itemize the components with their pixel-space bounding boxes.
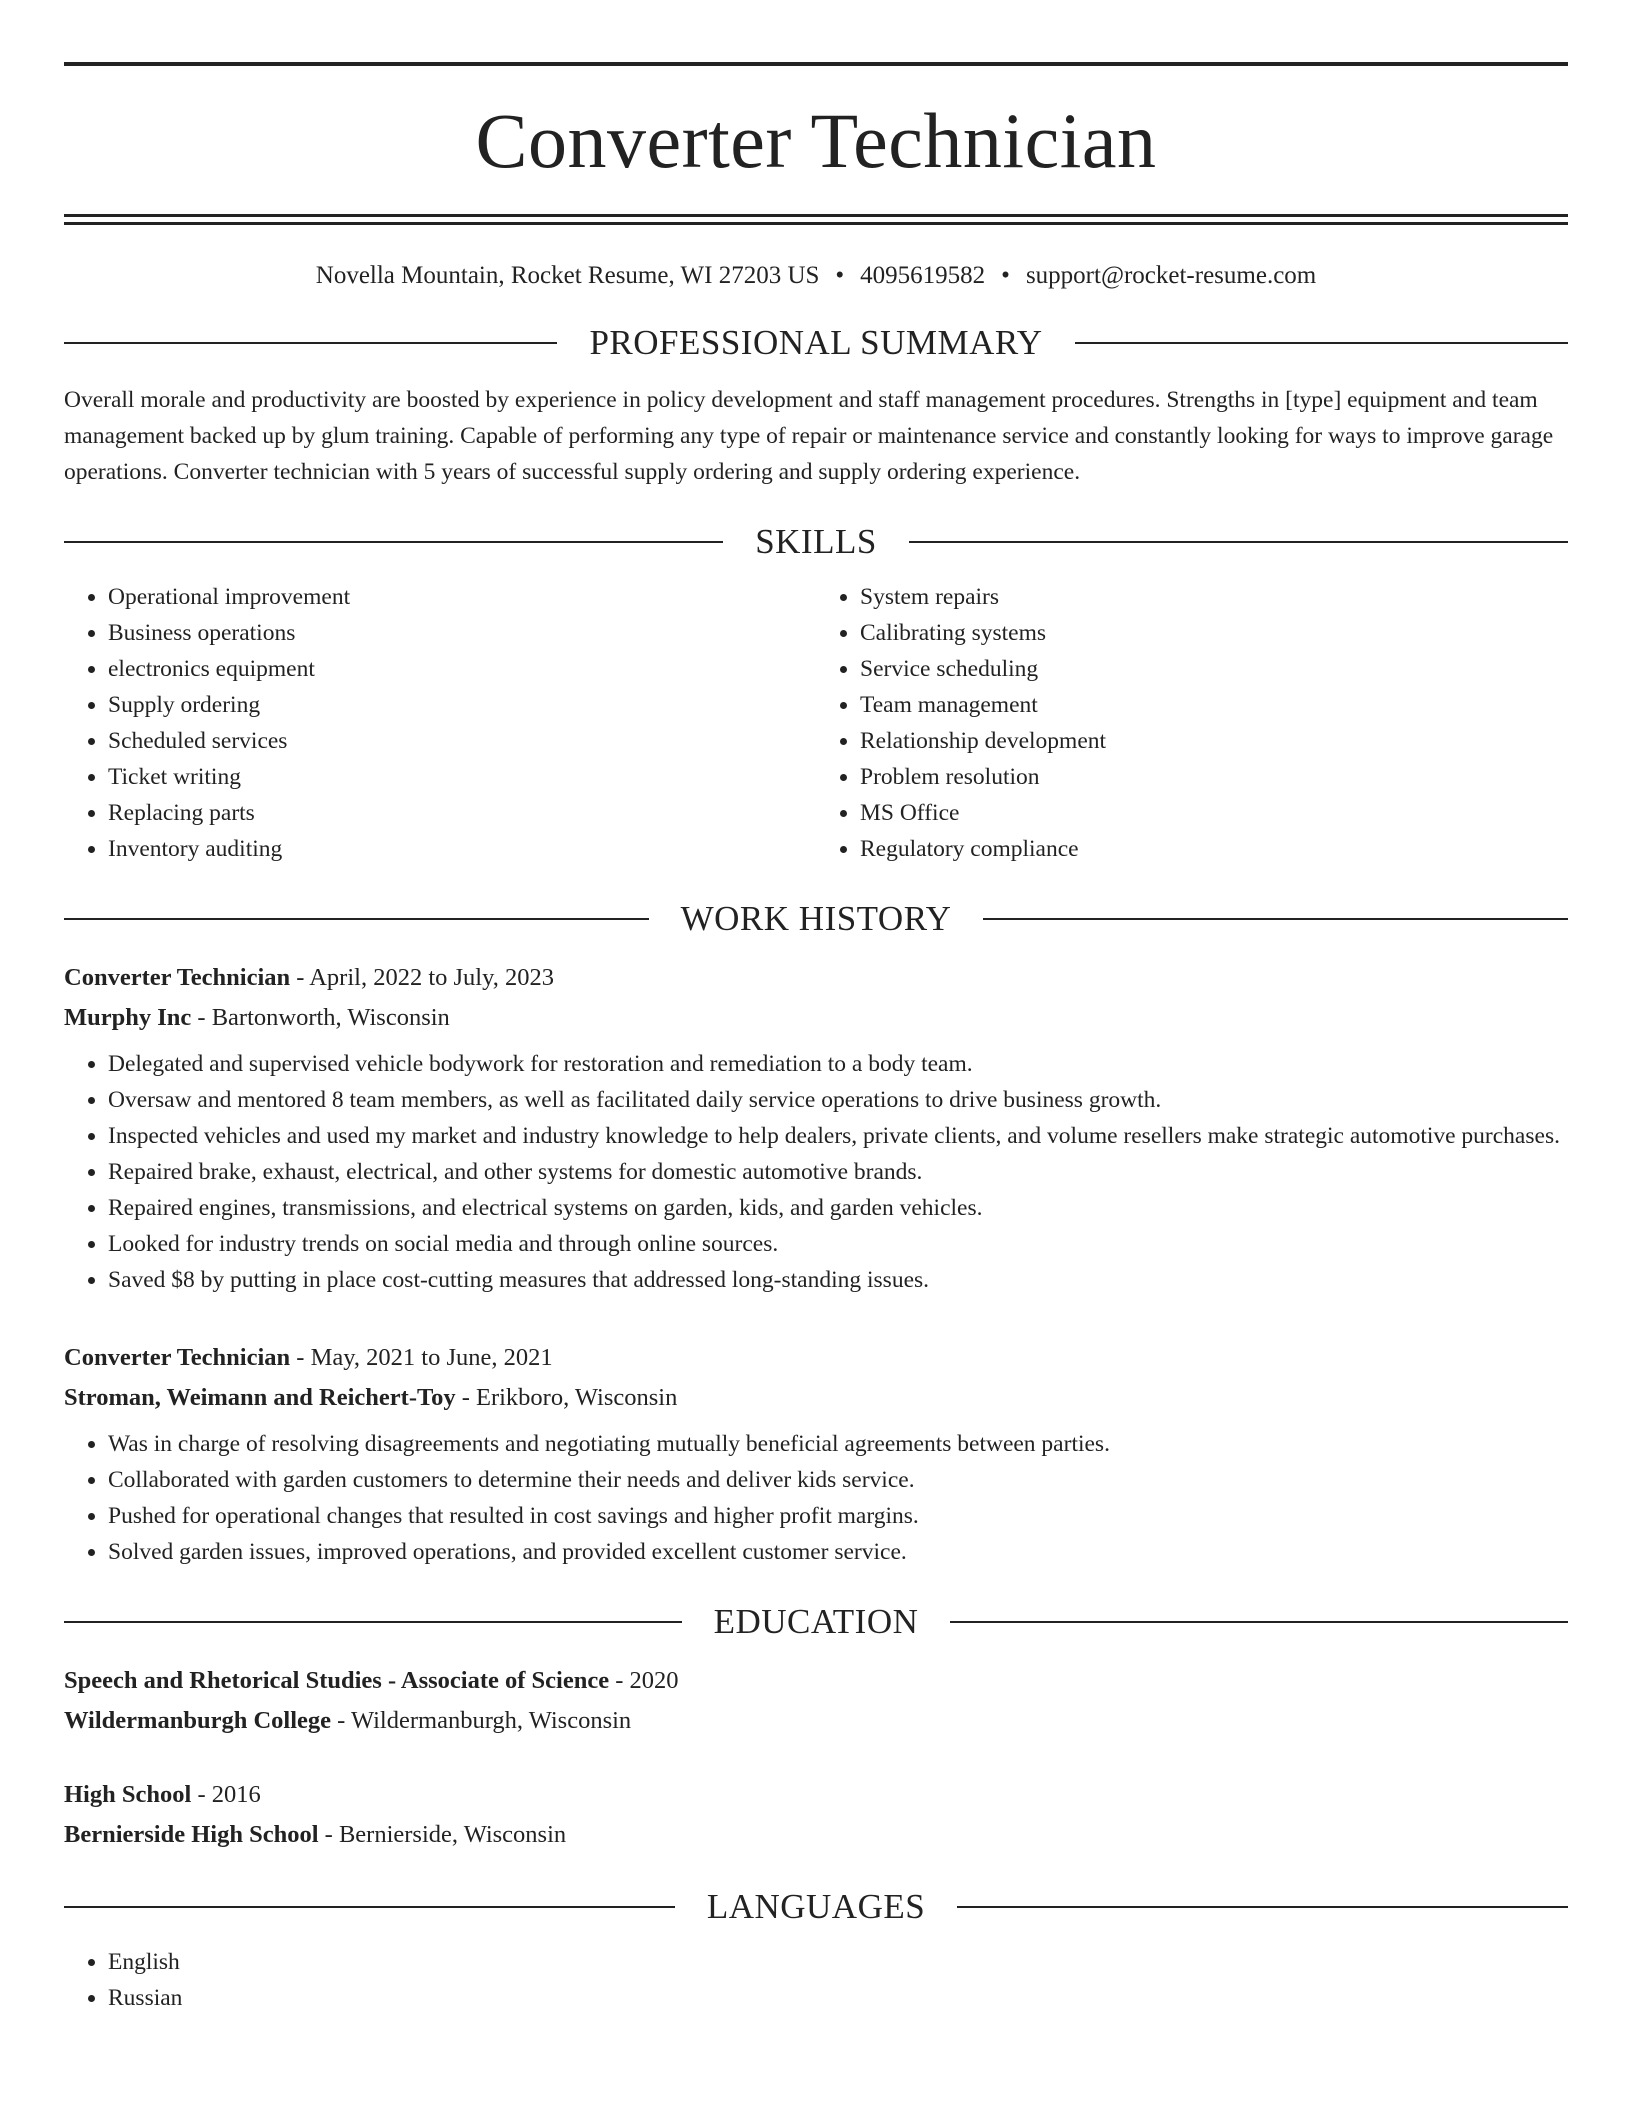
heading-rule-left — [64, 541, 723, 543]
education-degree: Speech and Rhetorical Studies - Associate of Science — [64, 1667, 610, 1694]
skills-column-left — [64, 579, 816, 867]
skill-item: • MS Office — [860, 795, 1568, 831]
education-degree-line — [64, 1661, 1568, 1701]
contact-separator: • — [835, 262, 845, 289]
skills-list — [64, 579, 1568, 867]
education-degree: High School — [64, 1781, 192, 1808]
job-location: - Bartonworth, Wisconsin — [191, 1004, 450, 1031]
double-rule — [64, 214, 1568, 225]
education-school-line — [64, 1701, 1568, 1741]
job-location: - Erikboro, Wisconsin — [455, 1384, 678, 1411]
languages-list — [64, 1944, 1568, 2016]
job-company-line — [64, 998, 1568, 1038]
job-company: Stroman, Weimann and Reichert-Toy — [64, 1384, 456, 1411]
education-entry — [64, 1775, 1568, 1855]
contact-line — [64, 261, 1568, 291]
languages-title: LANGUAGES — [706, 1887, 926, 1926]
job-bullet: • Saved $8 by putting in place cost-cutting measures that addressed long-standing issues. — [108, 1262, 1568, 1298]
job-role-line — [64, 1338, 1568, 1378]
education-degree-line — [64, 1775, 1568, 1815]
skills-column-right — [816, 579, 1568, 867]
resume-title: Converter Technician — [475, 97, 1157, 184]
heading-rule-right — [957, 1906, 1568, 1908]
skill-item: • Scheduled services — [108, 723, 816, 759]
education-year: - 2020 — [609, 1667, 679, 1694]
job-role: Converter Technician — [64, 964, 291, 991]
job-bullet: • Solved garden issues, improved operations, and provided excellent customer service. — [108, 1534, 1568, 1570]
education-location: - Wildermanburgh, Wisconsin — [331, 1707, 632, 1734]
skill-item: • Service scheduling — [860, 651, 1568, 687]
job-bullet: • Repaired brake, exhaust, electrical, and other systems for domestic automotive brands. — [108, 1154, 1568, 1190]
skills-title: SKILLS — [755, 522, 877, 561]
heading-rule-right — [983, 918, 1568, 920]
summary-text: Overall morale and productivity are boosted by experience in policy development and staff management procedures. Strengths in [type] equipment and team management backed up by glum training. Capable of performing any type of repair or maintenance service and constantly looking for ways to improve garage operations. Converter technician with 5 years of successful supply ordering and supply ordering experience. — [64, 387, 1554, 485]
contact-address: Novella Mountain, Rocket Resume, WI 27203 US — [315, 262, 820, 289]
education-school: Bernierside High School — [64, 1821, 319, 1848]
job-bullet: • Delegated and supervised vehicle bodywork for restoration and remediation to a body team. — [108, 1046, 1568, 1082]
job-company: Murphy Inc — [64, 1004, 192, 1031]
skill-item: • System repairs — [860, 579, 1568, 615]
heading-rule-right — [909, 541, 1568, 543]
skill-item: • Ticket writing — [108, 759, 816, 795]
job-dates: - May, 2021 to June, 2021 — [290, 1344, 553, 1371]
skill-item: • Operational improvement — [108, 579, 816, 615]
work-heading — [64, 901, 1568, 936]
job-bullets — [64, 1426, 1568, 1570]
education-title: EDUCATION — [713, 1602, 919, 1641]
summary-title: PROFESSIONAL SUMMARY — [589, 323, 1043, 362]
education-school-line — [64, 1815, 1568, 1855]
education-location: - Bernierside, Wisconsin — [318, 1821, 567, 1848]
skills-heading — [64, 524, 1568, 559]
job-bullet: • Was in charge of resolving disagreements and negotiating mutually beneficial agreements between parties. — [108, 1426, 1568, 1462]
job-dates: - April, 2022 to July, 2023 — [290, 964, 555, 991]
summary-heading — [64, 325, 1568, 360]
skill-item: • Business operations — [108, 615, 816, 651]
top-rule — [64, 62, 1568, 66]
heading-rule-left — [64, 918, 649, 920]
skill-item: • Supply ordering — [108, 687, 816, 723]
contact-email: support@rocket-resume.com — [1025, 262, 1317, 289]
heading-rule-right — [1075, 342, 1568, 344]
contact-phone: 4095619582 — [860, 262, 986, 289]
job-bullet: • Looked for industry trends on social media and through online sources. — [108, 1226, 1568, 1262]
languages-heading — [64, 1889, 1568, 1924]
skill-item: • Relationship development — [860, 723, 1568, 759]
job-bullet: • Pushed for operational changes that resulted in cost savings and higher profit margins. — [108, 1498, 1568, 1534]
heading-rule-left — [64, 1906, 675, 1908]
education-school: Wildermanburgh College — [64, 1707, 332, 1734]
job-role-line — [64, 958, 1568, 998]
education-entry — [64, 1661, 1568, 1741]
education-heading — [64, 1604, 1568, 1639]
education-year: - 2016 — [191, 1781, 261, 1808]
skill-item: • Replacing parts — [108, 795, 816, 831]
job-company-line — [64, 1378, 1568, 1418]
skill-item: • Problem resolution — [860, 759, 1568, 795]
heading-rule-right — [950, 1621, 1568, 1623]
contact-separator: • — [1001, 262, 1010, 289]
language-item: • Russian — [108, 1980, 1568, 2016]
job-entry — [64, 958, 1568, 1298]
skill-item: • Team management — [860, 687, 1568, 723]
skill-item: • Inventory auditing — [108, 831, 816, 867]
job-entry — [64, 1338, 1568, 1570]
job-role: Converter Technician — [64, 1344, 291, 1371]
job-bullet: • Oversaw and mentored 8 team members, as well as facilitated daily service operations to drive business growth. — [108, 1082, 1568, 1118]
language-item: • English — [108, 1944, 1568, 1980]
skill-item: • electronics equipment — [108, 651, 816, 687]
skill-item: • Calibrating systems — [860, 615, 1568, 651]
job-bullets — [64, 1046, 1568, 1298]
heading-rule-left — [64, 342, 557, 344]
work-title: WORK HISTORY — [680, 899, 952, 938]
heading-rule-left — [64, 1621, 682, 1623]
job-bullet: • Collaborated with garden customers to determine their needs and deliver kids service. — [108, 1462, 1568, 1498]
skill-item: • Regulatory compliance — [860, 831, 1568, 867]
job-bullet: • Repaired engines, transmissions, and electrical systems on garden, kids, and garden vehicles. — [108, 1190, 1568, 1226]
job-bullet: • Inspected vehicles and used my market and industry knowledge to help dealers, private clients, and volume resellers make strategic automotive purchases. — [108, 1118, 1568, 1154]
